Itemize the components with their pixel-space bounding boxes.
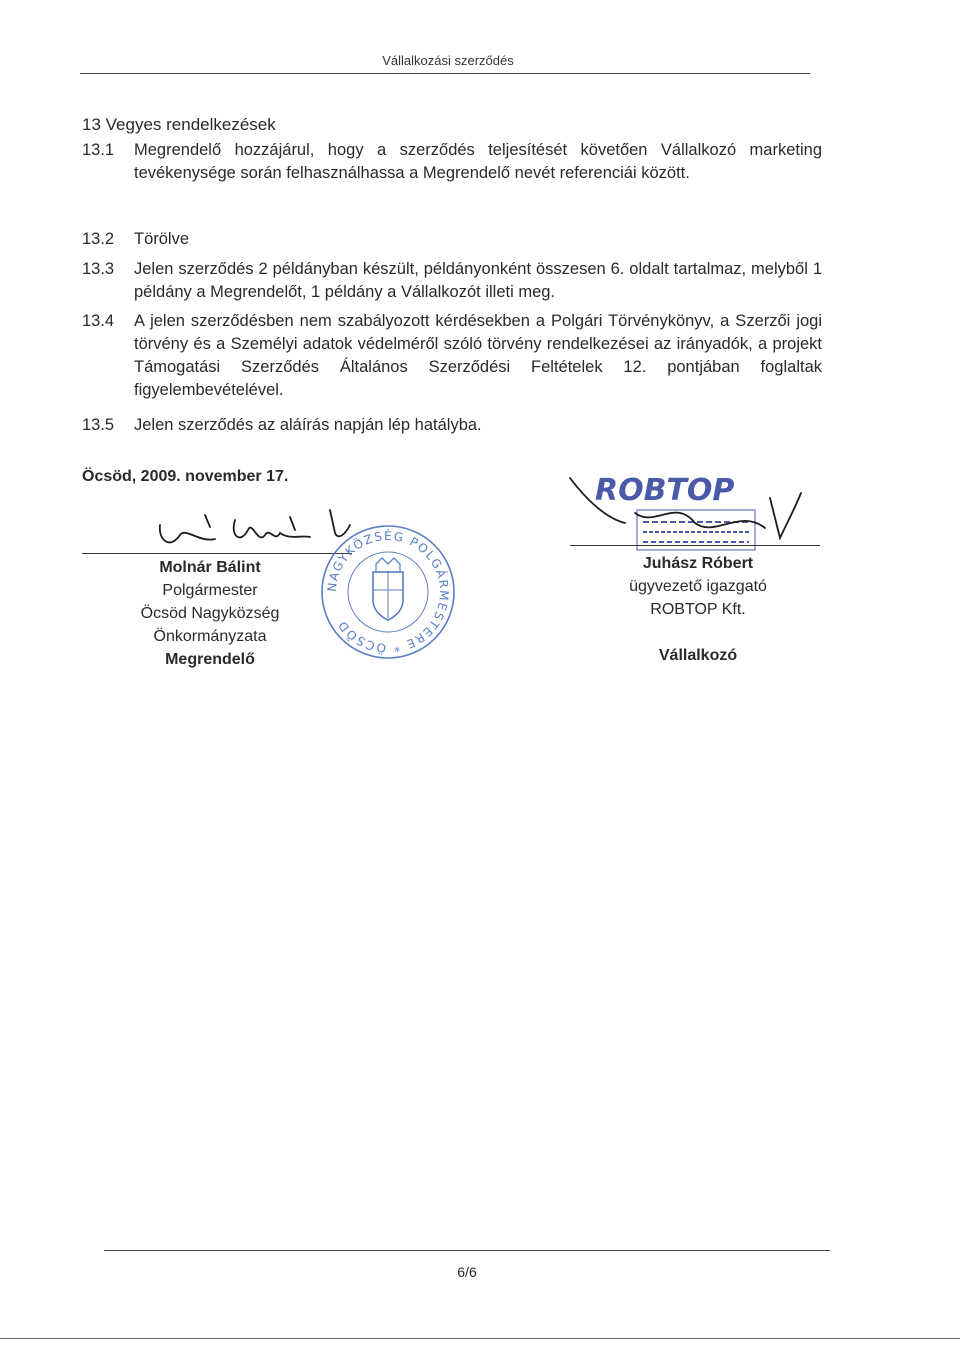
signatory-left <box>92 556 328 671</box>
place-date: Öcsöd, 2009. november 17. <box>82 468 289 485</box>
signatory-org: Öcsöd Nagyközség <box>140 605 280 622</box>
clause-13-1 <box>82 139 822 185</box>
clause-13-4 <box>82 310 822 402</box>
clause-number: 13.3 <box>82 260 115 278</box>
signatory-name: Molnár Bálint <box>159 559 261 576</box>
clause-13-2 <box>82 228 822 251</box>
signatory-name: Juhász Róbert <box>642 555 754 572</box>
svg-text:NAGYKÖZSÉG POLGÁRMESTERE * ÖCS: NAGYKÖZSÉG POLGÁRMESTERE * ÖCSÖD <box>324 528 452 656</box>
clause-text: Jelen szerződés 2 példányban készült, példányonként összesen 6. oldalt tartalmaz, melyből 1 példány a Megrendelőt, 1 példány a Vállalkozót illeti meg. <box>134 260 822 301</box>
signatory-role: Vállalkozó <box>658 647 738 664</box>
clause-number: 13.2 <box>82 230 115 248</box>
document-header-title: Vállalkozási szerződés <box>382 53 514 68</box>
clause-number: 13.5 <box>82 416 115 434</box>
company-stamp <box>565 468 805 563</box>
signatory-org: Önkormányzata <box>153 628 267 645</box>
clause-text: Megrendelő hozzájárul, hogy a szerződés teljesítését követően Vállalkozó marketing tevékenysége során felhasználhassa a Megrendelő nevét referenciái között. <box>134 141 822 182</box>
signatory-title: ügyvezető igazgató <box>629 578 767 595</box>
clause-text: A jelen szerződésben nem szabályozott kérdésekben a Polgári Törvénykönyv, a Szerzői jogi törvény és a Személyi adatok védelméről szóló törvény rendelkezései az irányadók, a projekt Támogatási Szerződés Általános Szerződési Feltételek 12. pontjában foglaltak figyelembevételével. <box>134 312 822 399</box>
signature-line-left <box>82 553 352 554</box>
section-title: 13 Vegyes rendelkezések <box>82 115 276 134</box>
municipal-seal <box>318 522 458 662</box>
header-divider <box>80 73 810 74</box>
scan-edge-line <box>0 1338 960 1339</box>
clause-text: Jelen szerződés az aláírás napján lép hatályba. <box>134 416 482 434</box>
page-number: 6/6 <box>457 1264 477 1280</box>
clause-13-3 <box>82 258 822 304</box>
signatory-right <box>580 552 816 667</box>
clause-text: Törölve <box>134 230 190 248</box>
svg-text:ROBTOP: ROBTOP <box>595 473 735 508</box>
clause-13-5 <box>82 414 822 437</box>
signatory-org: ROBTOP Kft. <box>650 601 746 618</box>
clause-number: 13.4 <box>82 312 115 330</box>
signature-line-right <box>570 545 820 546</box>
clause-number: 13.1 <box>82 141 115 159</box>
footer-divider <box>104 1250 830 1251</box>
signatory-role: Megrendelő <box>165 651 255 668</box>
signatory-title: Polgármester <box>162 582 258 599</box>
